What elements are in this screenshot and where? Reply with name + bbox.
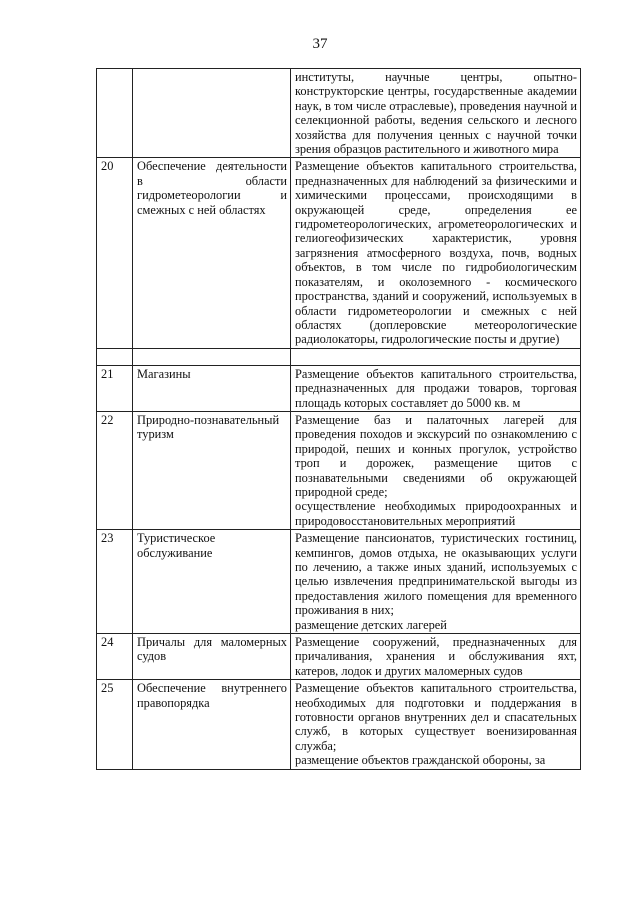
land-use-name: Природно-познавательный туризм: [133, 411, 291, 529]
empty-cell: [97, 348, 133, 365]
page-number: 37: [312, 36, 328, 52]
table-row: [97, 158, 581, 348]
row-number: [97, 69, 133, 158]
description-paragraph: осуществление необходимых природоохранных и природовосстановительных мероприятий: [295, 499, 577, 528]
row-number: 25: [97, 680, 133, 769]
table-row: [97, 411, 581, 529]
table-row: [97, 634, 581, 680]
description-paragraph: Размещение объектов капитального строительства, необходимых для подготовки и поддержания в готовности органов внутренних дел и спасательных служб, в которых существует военизированная служба;: [295, 681, 577, 753]
land-use-name: Причалы для маломерных судов: [133, 634, 291, 680]
description-paragraph: Размещение объектов капитального строительства, предназначенных для продажи товаров, торговая площадь которых составляет до 5000 кв. м: [295, 366, 577, 410]
row-number: 23: [97, 530, 133, 634]
land-use-name: Обеспечение внутреннего правопорядка: [133, 680, 291, 769]
row-number: 24: [97, 634, 133, 680]
description-paragraph: размещение объектов гражданской обороны, за: [295, 753, 546, 768]
land-use-name: Обеспечение деятельности в области гидрометеорологии и смежных с ней областях: [133, 158, 291, 348]
row-number: 21: [97, 365, 133, 411]
land-use-description: [291, 634, 581, 680]
table-row: [97, 680, 581, 769]
description-paragraph: Размещение пансионатов, туристических гостиниц, кемпингов, домов отдыха, не оказывающих услуги по лечению, а также иных зданий, используемых с целью извлечения предпринимательской выгоды из предоставления жилого помещения для временного проживания в них;: [295, 531, 577, 618]
table-row: [97, 530, 581, 634]
land-use-description: [291, 69, 581, 158]
land-use-description: [291, 158, 581, 348]
land-use-description: [291, 530, 581, 634]
land-use-name: Магазины: [133, 365, 291, 411]
land-use-description: [291, 680, 581, 769]
empty-row: [97, 348, 581, 365]
empty-cell: [133, 348, 291, 365]
land-use-description: [291, 365, 581, 411]
description-paragraph: Размещение баз и палаточных лагерей для проведения походов и экскурсий по ознакомлению с природой, пеших и конных прогулок, устройство троп и дорожек, размещение щитов с познавательными сведениями об окружающей природной среде;: [295, 412, 577, 499]
description-paragraph: размещение детских лагерей: [295, 617, 447, 632]
table-row: [97, 365, 581, 411]
row-number: 22: [97, 411, 133, 529]
description-paragraph: Размещение объектов капитального строительства, предназначенных для наблюдений за физическими и химическими процессами, происходящими в окружающей среде, определения ее гидрометеорологических, агрометеорологических и гелиогеофизических характеристик, уровня загрязнения атмосферного воздуха, почв, водных объектов, в том числе по гидробиологическим показателям, и околоземного - космического пространства, зданий и сооружений, используемых в области гидрометеорологии и смежных с ней областях (доплеровские метеорологические радиолокаторы, гидрологические посты и другие): [295, 159, 577, 347]
land-use-name: [133, 69, 291, 158]
land-use-table: [96, 68, 581, 770]
table-row: [97, 69, 581, 158]
row-number: 20: [97, 158, 133, 348]
description-paragraph: институты, научные центры, опытно-конструкторские центры, государственные академии наук, в том числе отраслевые), проведения научной и селекционной работы, ведения сельского и лесного хозяйства для получения ценных с научной точки зрения образцов растительного и животного мира: [295, 70, 577, 157]
land-use-description: [291, 411, 581, 529]
land-use-name: Туристическое обслуживание: [133, 530, 291, 634]
description-paragraph: Размещение сооружений, предназначенных для причаливания, хранения и обслуживания яхт, катеров, лодок и других маломерных судов: [295, 635, 577, 678]
empty-cell: [291, 348, 581, 365]
